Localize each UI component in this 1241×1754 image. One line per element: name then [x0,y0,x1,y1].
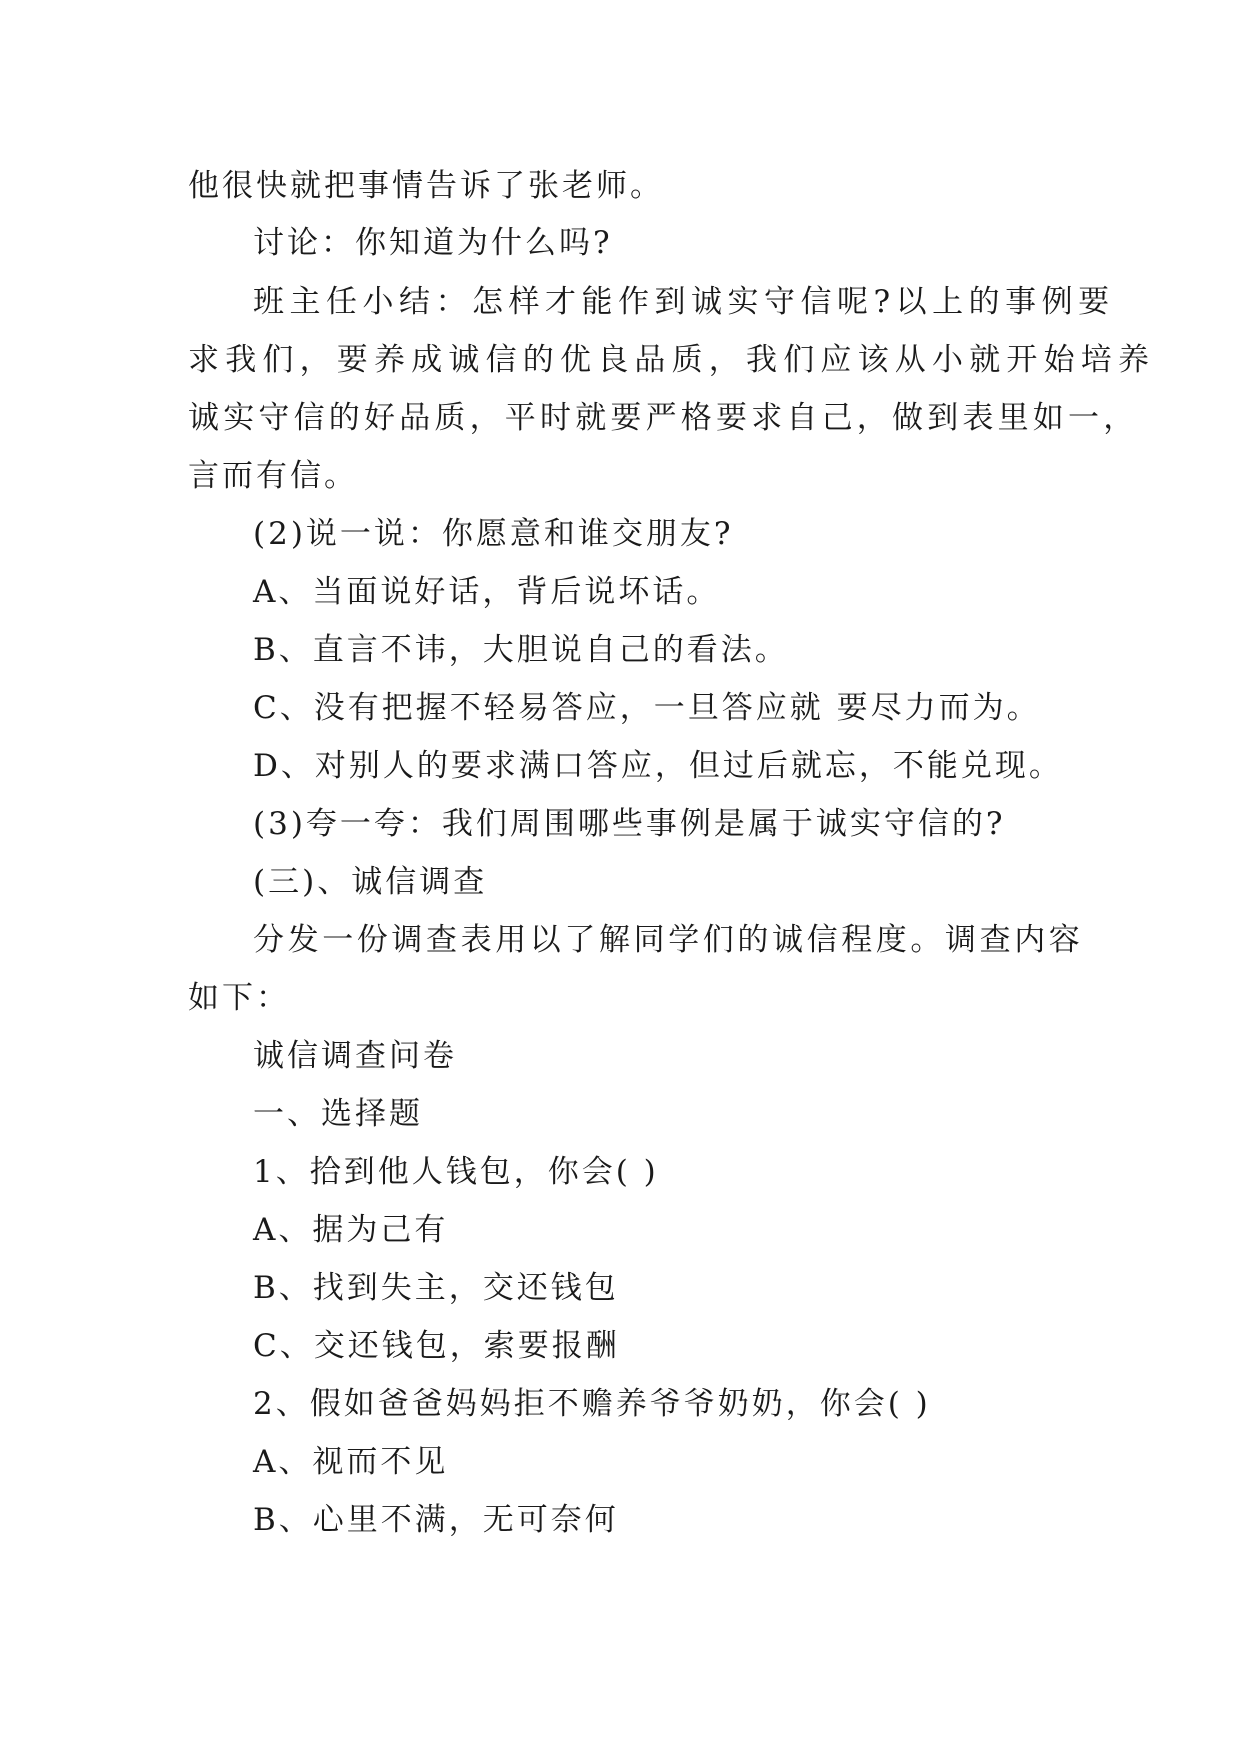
paragraph-line: 言而有信。 [188,458,358,494]
paragraph-line: 讨论：你知道为什么吗? [253,225,613,261]
option-line: A、据为己有 [253,1212,449,1248]
option-line: C、交还钱包，索要报酬 [253,1328,620,1364]
paragraph-line: 求我们，要养成诚信的优良品质，我们应该从小就开始培养 [188,342,1156,378]
option-line: D、对别人的要求满口答应，但过后就忘，不能兑现。 [253,748,1063,784]
paragraph-line: 分发一份调查表用以了解同学们的诚信程度。调查内容 [253,922,1084,958]
paragraph-line: 他很快就把事情告诉了张老师。 [188,168,664,204]
option-line: A、视而不见 [253,1444,449,1480]
questionnaire-title: 诚信调查问卷 [253,1038,457,1074]
option-line: B、找到失主，交还钱包 [253,1270,619,1306]
paragraph-line: 诚实守信的好品质，平时就要严格要求自己，做到表里如一， [188,400,1139,436]
section-heading: (三)、诚信调查 [253,864,488,900]
section-heading: 一、选择题 [253,1096,423,1132]
paragraph-line: 班主任小结：怎样才能作到诚实守信呢?以上的事例要 [253,284,1115,320]
question-line: 1、拾到他人钱包，你会( ) [253,1154,659,1190]
paragraph-line: 如下： [188,980,290,1016]
option-line: C、没有把握不轻易答应，一旦答应就 要尽力而为。 [253,690,1041,726]
question-line: (3)夸一夸：我们周围哪些事例是属于诚实守信的? [253,806,1006,842]
question-line: 2、假如爸爸妈妈拒不赡养爷爷奶奶，你会( ) [253,1386,931,1422]
option-line: A、当面说好话，背后说坏话。 [253,574,721,610]
option-line: B、心里不满，无可奈何 [253,1502,619,1538]
option-line: B、直言不讳，大胆说自己的看法。 [253,632,789,668]
question-line: (2)说一说：你愿意和谁交朋友? [253,516,734,552]
